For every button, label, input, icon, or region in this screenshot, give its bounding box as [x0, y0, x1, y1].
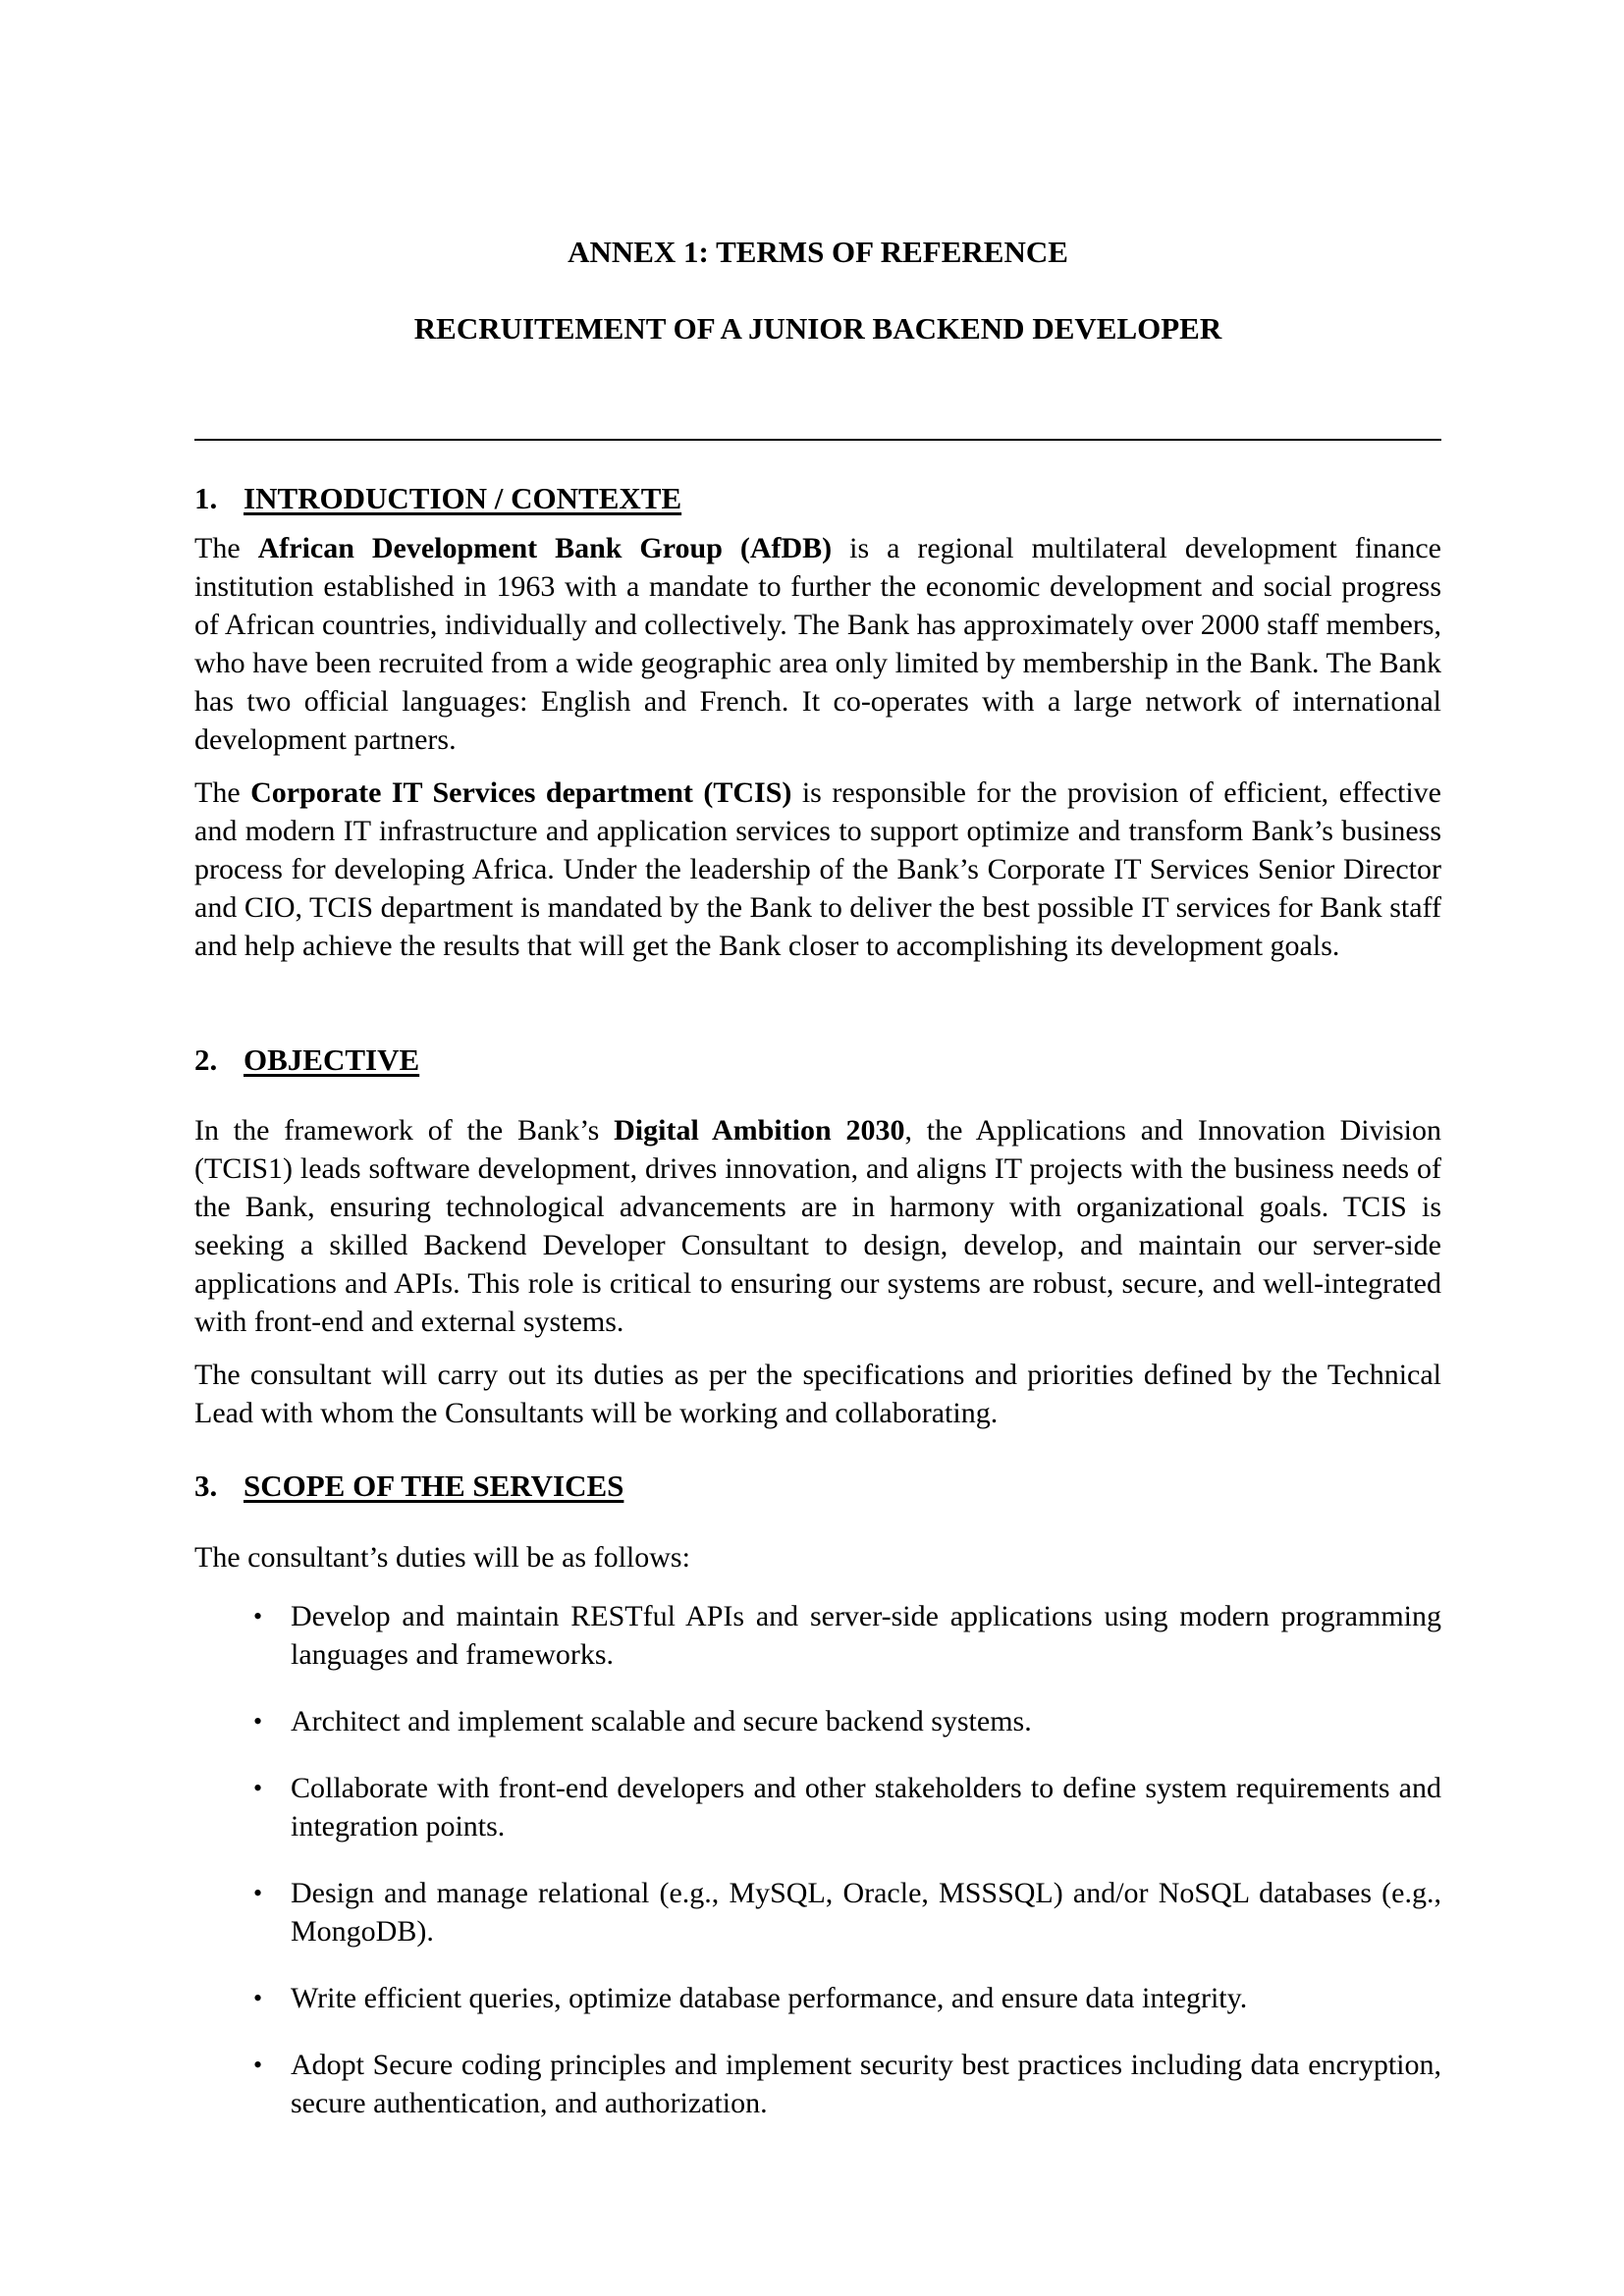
- bold-text-run: African Development Bank Group (AfDB): [257, 532, 833, 564]
- section-scope: [194, 1467, 1441, 2122]
- list-item-text: Architect and implement scalable and secure backend systems.: [291, 1705, 1032, 1737]
- objective-paragraph-2: The consultant will carry out its duties as per the specifications and priorities defined by the Technical Lead with whom the Consultants will be working and collaborating.: [194, 1359, 1441, 1429]
- section-objective: [194, 1041, 1441, 1432]
- section-number: 3.: [194, 1468, 218, 1503]
- bullet-icon: •: [253, 1602, 263, 1630]
- list-item-text: Collaborate with front-end developers and other stakeholders to define system requirements and integration points.: [291, 1772, 1441, 1842]
- list-item-text: Design and manage relational (e.g., MySQL, Oracle, MSSSQL) and/or NoSQL databases (e.g., MongoDB).: [291, 1877, 1441, 1948]
- text-run: The: [194, 532, 258, 564]
- list-item: [194, 1874, 1441, 1950]
- text-run: is responsible for the provision of efficient, effective and modern IT infrastructure and application services to support optimize and transform Bank’s business process for developing Africa. Under the leadership of the Bank’s Corporate IT Services Senior Director and CIO, TCIS department is mandated by the Bank to deliver the best possible IT services for Bank staff and help achieve the results that will get the Bank closer to accomplishing its development goals.: [194, 776, 1442, 962]
- duties-list: [194, 1597, 1441, 2122]
- intro-paragraph-2: [194, 774, 1441, 965]
- intro-paragraph-1: [194, 529, 1441, 759]
- section-number: 1.: [194, 481, 218, 515]
- section-number: 2.: [194, 1042, 218, 1077]
- bullet-icon: •: [253, 1774, 263, 1802]
- document-subtitle: RECRUITEMENT OF A JUNIOR BACKEND DEVELOPER: [413, 311, 1222, 346]
- list-item-text: Write efficient queries, optimize database performance, and ensure data integrity.: [291, 1982, 1248, 2014]
- list-item: [194, 2046, 1441, 2122]
- annex-title: ANNEX 1: TERMS OF REFERENCE: [568, 235, 1068, 269]
- text-run: , the Applications and Innovation Division (TCIS1) leads software development, drives innovation, and aligns IT projects with the business needs of the Bank, ensuring technological advancements are in harmony with organizational goals. TCIS is seeking a skilled Backend Developer Consultant to design, develop, and maintain our server-side applications and APIs. This role is critical to ensuring our systems are robust, secure, and well-integrated with front-end and external systems.: [194, 1114, 1441, 1338]
- section-heading: [194, 1467, 1441, 1505]
- bullet-icon: •: [253, 1879, 263, 1907]
- bold-text-run: Corporate IT Services department (TCIS): [250, 776, 792, 809]
- text-run: The: [194, 776, 251, 809]
- text-run: is a regional multilateral development finance institution established in 1963 with a mandate to further the economic development and social progress of African countries, individually and collectively. The Bank has approximately over 2000 staff members, who have been recruited from a wide geographic area only limited by membership in the Bank. The Bank has two official languages: English and French. It co-operates with a large network of international development partners.: [194, 532, 1441, 756]
- section-title: INTRODUCTION / CONTEXTE: [244, 481, 682, 515]
- list-item-text: Adopt Secure coding principles and implement security best practices including data encryption, secure authentication, and authorization.: [291, 2049, 1441, 2119]
- bullet-icon: •: [253, 1707, 263, 1735]
- section-introduction: [194, 479, 1441, 965]
- list-item: [194, 1769, 1441, 1845]
- objective-paragraph-1: [194, 1111, 1441, 1341]
- list-item: [194, 1597, 1441, 1674]
- horizontal-divider: [194, 439, 1441, 441]
- bold-text-run: Digital Ambition 2030: [614, 1114, 905, 1147]
- scope-intro: The consultant’s duties will be as follows:: [194, 1541, 690, 1574]
- list-item: [194, 1702, 1441, 1740]
- list-item: [194, 1979, 1441, 2017]
- bullet-icon: •: [253, 2051, 263, 2079]
- section-heading: [194, 479, 1441, 517]
- list-item-text: Develop and maintain RESTful APIs and server-side applications using modern programming languages and frameworks.: [291, 1600, 1441, 1671]
- section-title: SCOPE OF THE SERVICES: [244, 1468, 624, 1503]
- section-title: OBJECTIVE: [244, 1042, 420, 1077]
- section-heading: [194, 1041, 1441, 1079]
- bullet-icon: •: [253, 1984, 263, 2012]
- text-run: In the framework of the Bank’s: [194, 1114, 615, 1147]
